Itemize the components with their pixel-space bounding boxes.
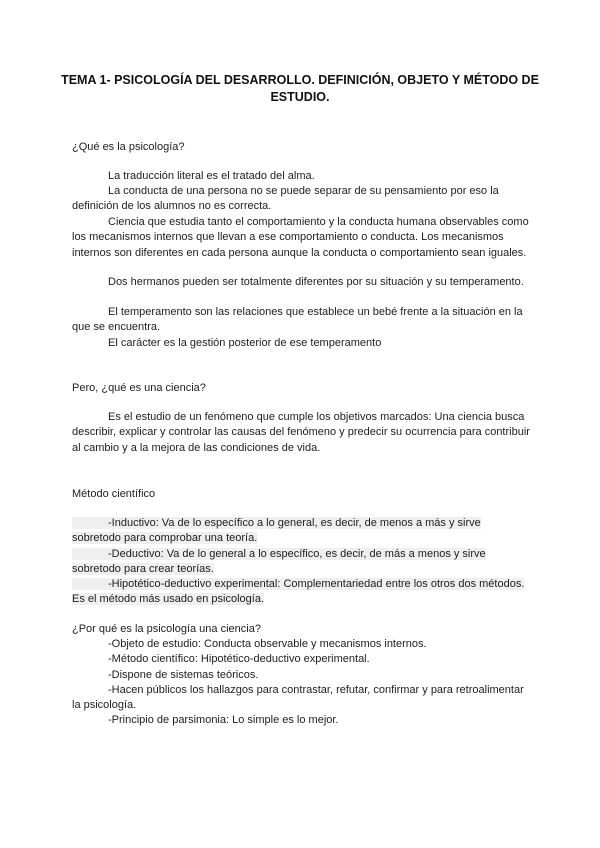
paragraph-text: Dos hermanos pueden ser totalmente diferentes por su situación y su temperamento. [108,276,524,288]
list-item-text: -Método científico: Hipotético-deductivo experimental. [108,653,370,666]
list-item-text: -Dispone de sistemas teóricos. [108,668,259,681]
list-item [72,516,532,547]
paragraph [72,410,532,456]
list-item [72,713,532,728]
paragraph [72,169,532,184]
list-item [72,547,532,578]
method-list [72,516,532,608]
paragraph [72,184,532,215]
paragraph-text: La traducción literal es el tratado del alma. [108,170,315,182]
paragraph [72,305,532,336]
paragraph-text: La conducta de una persona no se puede separar de su pensamiento por eso la definición de los alumnos no es correcta. [72,185,499,213]
paragraph-text: Es el estudio de un fenómeno que cumple los objetivos marcados: Una ciencia busca describir, explicar y controlar las causas del fenómeno y predecir su ocurrencia para contribuir al cambio y a la mejora de las condiciones de vida. [72,411,530,454]
paragraph [72,275,532,290]
reasons-list [72,637,532,729]
paragraph [72,215,532,261]
list-item [72,577,532,608]
list-item [72,652,532,667]
list-item-text: -Principio de parsimonia: Lo simple es lo mejor. [108,714,339,727]
page-title: TEMA 1- PSICOLOGÍA DEL DESARROLLO. DEFINICIÓN, OBJETO Y MÉTODO DE ESTUDIO. [61,73,539,104]
list-item-text: -Inductivo: Va de lo específico a lo general, es decir, de menos a más y sirve sobretodo para comprobar una teoría. [72,517,481,545]
section-heading-ciencia: Pero, ¿qué es una ciencia? [72,382,206,394]
list-item-text: -Hipotético-deductivo experimental: Complementariedad entre los otros dos métodos. Es el método más usado en psicología. [72,578,525,606]
list-item [72,668,532,683]
list-item-text: -Objeto de estudio: Conducta observable y mecanismos internos. [108,638,427,650]
list-item-text: -Deductivo: Va de lo general a lo específico, es decir, de más a menos y sirve sobretodo para crear teorías. [72,547,486,575]
paragraph-text: El carácter es la gestión posterior de ese temperamento [108,337,382,349]
section-heading-porque: ¿Por qué es la psicología una ciencia? [72,623,261,635]
paragraph-text: Ciencia que estudia tanto el comportamiento y la conducta humana observables como los mecanismos internos que llevan a ese comportamiento o conducta. Los mecanismos internos son diferentes en cada persona aunque la conducta o comportamiento sean iguales. [72,216,529,259]
section-heading-metodo: Método científico [72,488,156,500]
paragraph [72,336,532,351]
section-heading-psicologia: ¿Qué es la psicología? [72,141,185,153]
list-item [72,637,532,652]
list-item-text: -Hacen públicos los hallazgos para contrastar, refutar, confirmar y para retroalimentar la psicología. [72,683,524,712]
paragraph-text: El temperamento son las relaciones que establece un bebé frente a la situación en la que se encuentra. [72,306,523,334]
list-item [72,683,532,714]
